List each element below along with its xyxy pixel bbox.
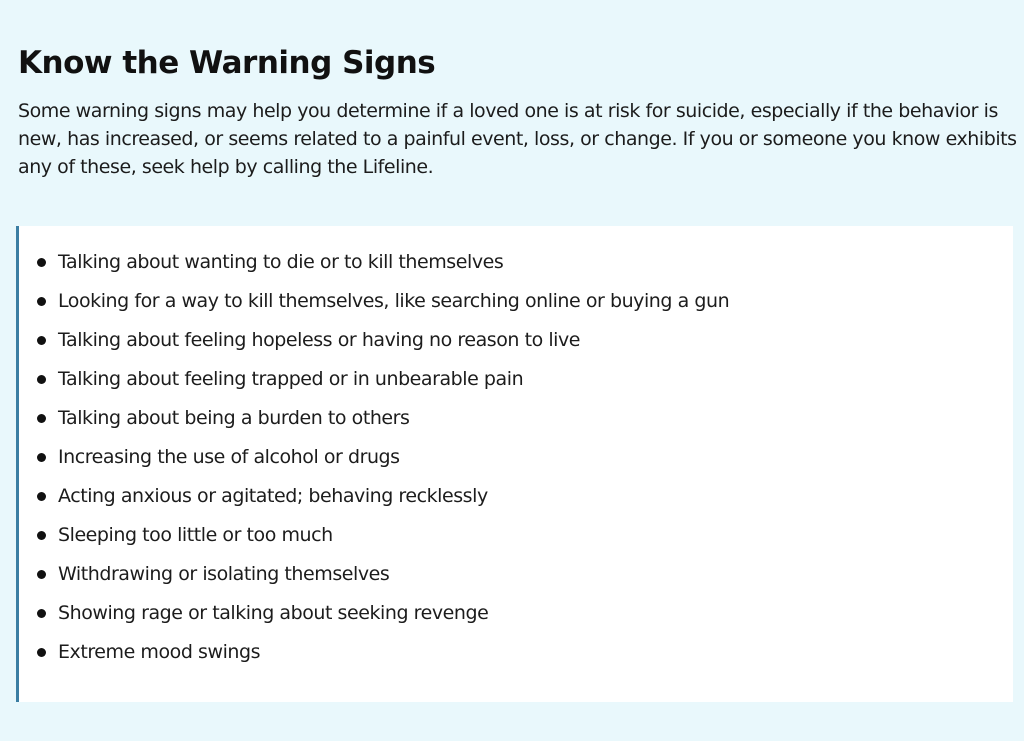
warning-sign-text: Withdrawing or isolating themselves	[58, 563, 390, 585]
bullet-icon	[37, 492, 46, 501]
warning-sign-text: Talking about being a burden to others	[58, 407, 410, 429]
warning-sign-item	[19, 399, 1013, 438]
bullet-icon	[37, 609, 46, 618]
bullet-icon	[37, 297, 46, 306]
warning-sign-text: Talking about feeling trapped or in unbearable pain	[58, 368, 524, 390]
warning-sign-text: Showing rage or talking about seeking revenge	[58, 602, 489, 624]
warning-sign-text: Looking for a way to kill themselves, like searching online or buying a gun	[58, 290, 730, 312]
bullet-icon	[37, 453, 46, 462]
section-title: Know the Warning Signs	[18, 45, 436, 81]
warning-sign-item	[19, 594, 1013, 633]
warning-sign-item	[19, 516, 1013, 555]
warning-sign-text: Extreme mood swings	[58, 641, 261, 663]
warning-sign-text: Sleeping too little or too much	[58, 524, 333, 546]
warning-sign-text: Talking about wanting to die or to kill themselves	[58, 251, 504, 273]
bullet-icon	[37, 570, 46, 579]
bullet-icon	[37, 375, 46, 384]
bullet-icon	[37, 414, 46, 423]
warning-sign-item	[19, 477, 1013, 516]
bullet-icon	[37, 258, 46, 267]
warning-sign-text: Increasing the use of alcohol or drugs	[58, 446, 400, 468]
bullet-icon	[37, 336, 46, 345]
warning-signs-box	[16, 226, 1013, 702]
warning-sign-item	[19, 555, 1013, 594]
warning-sign-item	[19, 243, 1013, 282]
warning-sign-item	[19, 321, 1013, 360]
warning-sign-text: Acting anxious or agitated; behaving recklessly	[58, 485, 488, 507]
intro-paragraph: Some warning signs may help you determine if a loved one is at risk for suicide, especially if the behavior is new, has increased, or seems related to a painful event, loss, or change. If you or someone you know exhibits any of these, seek help by calling the Lifeline.	[18, 100, 1017, 178]
bullet-icon	[37, 531, 46, 540]
warning-sign-item	[19, 438, 1013, 477]
warning-sign-text: Talking about feeling hopeless or having no reason to live	[58, 329, 581, 351]
warning-sign-item	[19, 360, 1013, 399]
bullet-icon	[37, 648, 46, 657]
warning-sign-item	[19, 633, 1013, 672]
warning-signs-list	[19, 226, 1013, 672]
warning-sign-item	[19, 282, 1013, 321]
